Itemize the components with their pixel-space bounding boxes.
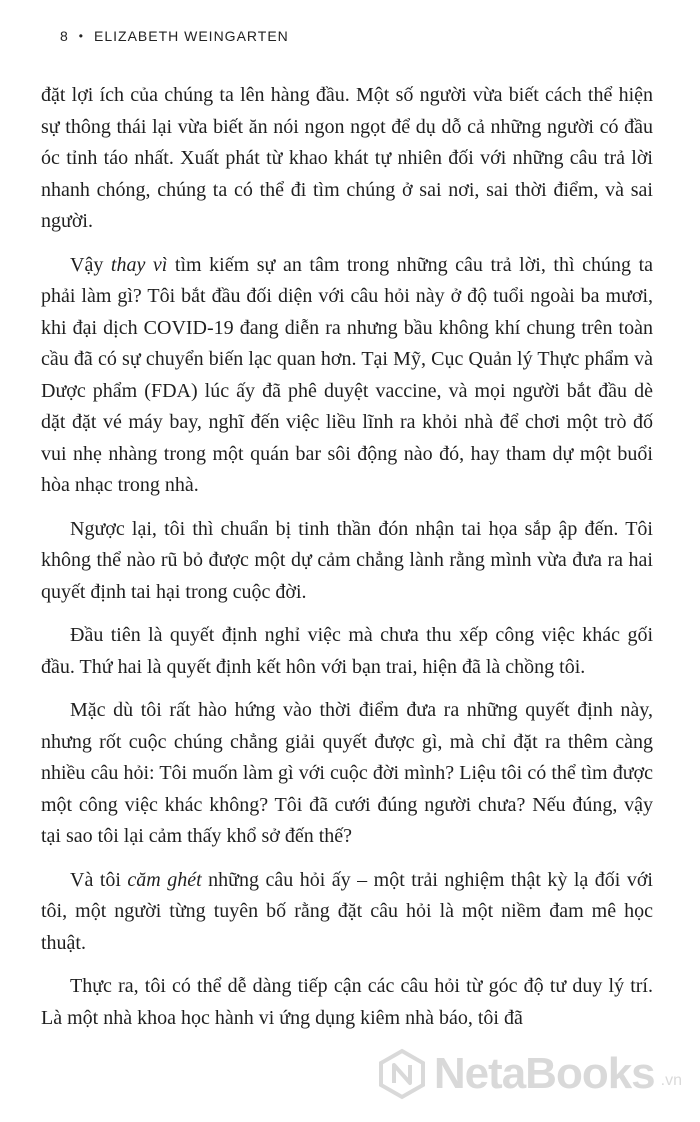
paragraph-2-emphasis: thay vì [110, 253, 168, 276]
paragraph-2-rest: tìm kiếm sự an tâm trong những câu trả lời, thì chúng ta phải làm gì? Tôi bắt đầu đối diện với câu hỏi này ở độ tuổi ngoài ba mươi, khi đại dịch COVID-19 đang diễn ra nhưng bầu không khí chung trên toàn cầu đã có sự chuyển biến lạc quan hơn. Tại Mỹ, Cục Quản lý Thực phẩm và Dược phẩm (FDA) lúc ấy đã phê duyệt vaccine, và mọi người bắt đầu dè dặt đặt vé máy bay, nghĩ đến việc liều lĩnh ra khỏi nhà để chơi một trò đố vui nhẹ nhàng trong một quán bar sôi động nào đó, hay tham dự một buổi hòa nhạc trong nhà. [41, 253, 654, 496]
paragraph-6-start: Và tôi [70, 868, 128, 891]
paragraph-6 [41, 865, 653, 960]
paragraph-2 [41, 250, 653, 502]
paragraph-1: đặt lợi ích của chúng ta lên hàng đầu. Một số người vừa biết cách thể hiện sự thông thái lại vừa biết ăn nói ngon ngọt để dụ dỗ cả những người có đầu óc tỉnh táo nhất. Xuất phát từ khao khát tự nhiên đối với những câu trả lời nhanh chóng, chúng ta có thể đi tìm chúng ở sai nơi, sai thời điểm, và sai người. [41, 84, 653, 232]
paragraph-7: Thực ra, tôi có thể dễ dàng tiếp cận các câu hỏi từ góc độ tư duy lý trí. Là một nhà khoa học hành vi ứng dụng kiêm nhà báo, tôi đã [41, 975, 653, 1029]
paragraph-5: Mặc dù tôi rất hào hứng vào thời điểm đưa ra những quyết định này, nhưng rốt cuộc chúng chẳng giải quyết được gì, mà chỉ đặt ra thêm càng nhiều câu hỏi: Tôi muốn làm gì với cuộc đời mình? Liệu tôi có thể tìm được một công việc khác không? Tôi đã cưới đúng người chưa? Nếu đúng, vậy tại sao tôi lại cảm thấy khổ sở đến thế? [41, 699, 653, 847]
author-name: ELIZABETH WEINGARTEN [94, 28, 289, 44]
paragraph-3: Ngược lại, tôi thì chuẩn bị tinh thần đón nhận tai họa sắp ập đến. Tôi không thể nào rũ bỏ được một dự cảm chẳng lành rằng mình vừa đưa ra hai quyết định tai hại trong cuộc đời. [41, 517, 653, 603]
watermark-suffix: .vn [660, 1072, 682, 1089]
paragraph-4: Đầu tiên là quyết định nghỉ việc mà chưa thu xếp công việc khác gối đầu. Thứ hai là quyết định kết hôn với bạn trai, hiện đã là chồng tôi. [41, 624, 653, 678]
netabooks-logo-icon [376, 1048, 428, 1100]
running-head [60, 28, 289, 44]
body-text [41, 80, 653, 1046]
watermark-text: NetaBooks [433, 1049, 655, 1098]
paragraph-6-emphasis: căm ghét [127, 868, 202, 891]
paragraph-2-start: Vậy [70, 253, 111, 276]
header-bullet: • [78, 29, 84, 43]
watermark [376, 1048, 682, 1100]
paragraph-6-rest: những câu hỏi ấy – một trải nghiệm thật kỳ lạ đối với tôi, một người từng tuyên bố rằng đặt câu hỏi là một niềm đam mê học thuật. [41, 868, 653, 954]
page-number: 8 [60, 28, 69, 44]
